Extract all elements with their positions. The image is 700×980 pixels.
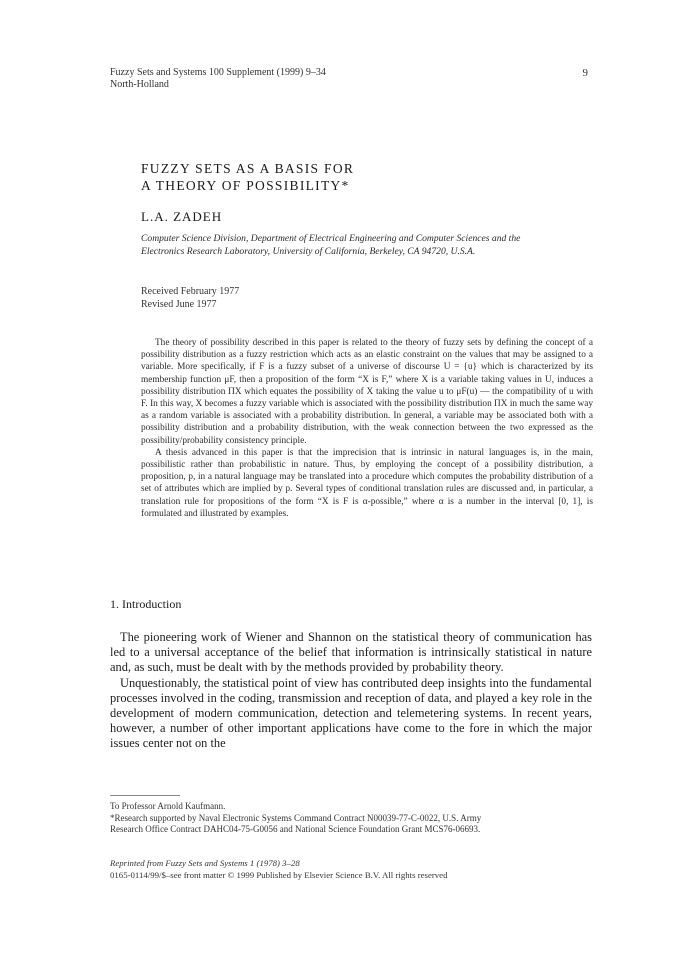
journal-citation (110, 67, 326, 91)
received-date: Received February 1977 (141, 286, 240, 297)
body-text (110, 630, 592, 752)
author-affiliation (141, 232, 601, 258)
submission-dates (141, 285, 239, 311)
footnotes (110, 801, 592, 836)
paper-title (141, 160, 354, 194)
section-heading-introduction: 1. Introduction (110, 597, 182, 611)
body-paragraph-1: The pioneering work of Wiener and Shannon on the statistical theory of communication has led to a universal acceptance of the belief that information is intrinsically statistical in nature and, as such, must be dealt with by the methods provided by probability theory. (110, 630, 592, 675)
abstract-paragraph-1: The theory of possibility described in this paper is related to the theory of fuzzy sets by defining the concept of a possibility distribution as a fuzzy restriction which acts as an elastic constraint on the values that may be assigned to a variable. More specifically, if F is a fuzzy subset of a universe of discourse U = {u} which is characterized by its membership function μF, then a proposition of the form “X is F,” where X is a variable taking values in U, induces a possibility distribution ΠX which equates the possibility of X taking the value u to μF(u) — the compatibility of u with F. In this way, X becomes a fuzzy variable which is associated with the possibility distribution ΠX in much the same way as a random variable is associated with a probability distribution. In general, a variable may be associated both with a possibility distribution and a probability distribution, with the weak connection between the two expressed as the possibility/probability consistency principle. (141, 338, 593, 446)
journal-citation-line: Fuzzy Sets and Systems 100 Supplement (1999) 9–34 (110, 67, 326, 78)
footnote-research-support: *Research supported by Naval Electronic Systems Command Contract N00039-77-C-0022, U.S. Army (110, 812, 482, 823)
author-name: L.A. ZADEH (141, 209, 223, 224)
footnote-dedication: To Professor Arnold Kaufmann. (110, 801, 226, 811)
footnote-divider (110, 795, 180, 796)
reprint-note: Reprinted from Fuzzy Sets and Systems 1 (1978) 3–28 (110, 858, 300, 868)
affiliation-line-1: Computer Science Division, Department of Electrical Engineering and Computer Sciences and the (141, 233, 521, 244)
copyright-notice: 0165-0114/99/$–see front matter © 1999 Published by Elsevier Science B.V. All rights reserved (110, 869, 448, 880)
footnote-research-support-cont: Research Office Contract DAHC04-75-G0056 and National Science Foundation Grant MCS76-06693. (110, 824, 481, 834)
affiliation-line-2: Electronics Research Laboratory, University of California, Berkeley, CA 94720, U.S.A. (141, 246, 476, 257)
publisher-line: North-Holland (110, 79, 169, 90)
copyright-block (110, 858, 448, 881)
title-line-2: A THEORY OF POSSIBILITY* (141, 178, 350, 193)
abstract (141, 337, 593, 520)
page-number: 9 (582, 67, 588, 79)
abstract-paragraph-2: A thesis advanced in this paper is that the imprecision that is intrinsic in natural languages is, in the main, possibilistic rather than probabilistic in nature. Thus, by employing the concept of a possibility distribution, a proposition, p, in a natural language may be translated into a procedure which computes the probability distribution of a set of attributes which are implied by p. Several types of conditional translation rules are discussed and, in particular, a translation rule for propositions of the form “X is F is α-possible,” where α is a number in the interval [0, 1], is formulated and illustrated by examples. (141, 447, 593, 519)
revised-date: Revised June 1977 (141, 299, 217, 310)
title-line-1: FUZZY SETS AS A BASIS FOR (141, 161, 355, 176)
body-paragraph-2: Unquestionably, the statistical point of view has contributed deep insights into the fundamental processes involved in the coding, transmission and reception of data, and played a key role in the development of modern communication, detection and telemetering systems. In recent years, however, a number of other important applications have come to the fore in which the major issues center not on the (110, 675, 592, 751)
